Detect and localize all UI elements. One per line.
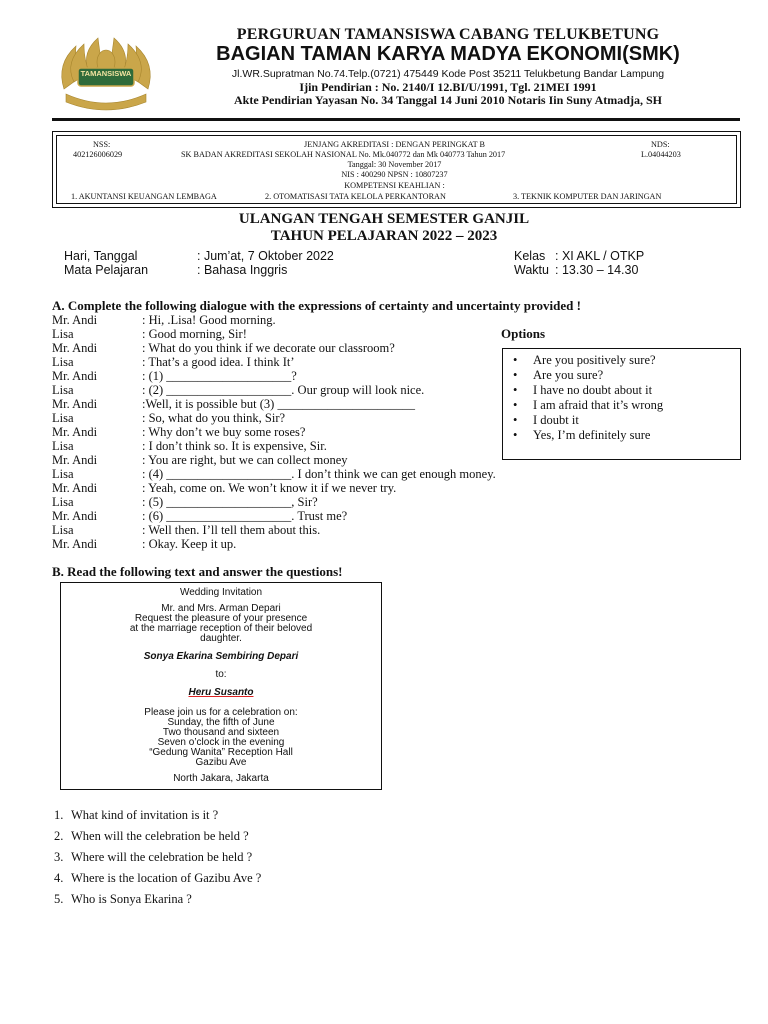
- dialogue-speaker: Mr. Andi: [52, 397, 98, 411]
- question-number: 5.: [54, 892, 64, 906]
- question-number: 2.: [54, 829, 64, 843]
- invitation-line: Request the pleasure of your presence: [134, 613, 308, 624]
- dialogue-text: : (6) ____________________. Trust me?: [142, 509, 348, 523]
- exam-year: TAHUN PELAJARAN 2022 – 2023: [270, 228, 498, 244]
- dialogue-speaker: Mr. Andi: [52, 369, 98, 383]
- option-item: • I am afraid that it’s wrong: [533, 398, 663, 413]
- logo-text: TAMANSISWA: [80, 69, 132, 78]
- dialogue-speaker: Lisa: [52, 411, 74, 425]
- question-text: When will the celebration be held ?: [71, 829, 249, 843]
- dialogue-text: : (1) ____________________?: [142, 369, 297, 383]
- question-item: [54, 871, 261, 886]
- invitation-street: Gazibu Ave: [195, 757, 247, 768]
- school-foundation-name: PERGURUAN TAMANSISWA CABANG TELUKBETUNG: [236, 26, 660, 43]
- nss-value: 402126006029: [73, 150, 123, 159]
- invitation-year: Two thousand and sixteen: [162, 727, 280, 738]
- day-date-value: : Jum’at, 7 Oktober 2022: [197, 249, 334, 263]
- invitation-to: to:: [215, 669, 227, 680]
- nds-label: NDS:: [651, 140, 670, 149]
- nis-npsn: NIS : 400290 NPSN : 10807237: [341, 170, 448, 179]
- dialogue-speaker: Mr. Andi: [52, 481, 98, 495]
- header-divider: [52, 118, 740, 121]
- invitation-line: daughter.: [200, 633, 242, 644]
- dialogue-speaker: Lisa: [52, 383, 74, 397]
- dialogue-text: : Well then. I’ll tell them about this.: [142, 523, 321, 537]
- invitation-venue: “Gedung Wanita” Reception Hall: [149, 747, 293, 758]
- dialogue-speaker: Mr. Andi: [52, 509, 98, 523]
- question-item: [54, 808, 218, 823]
- dialogue-text: : Good morning, Sir!: [142, 327, 247, 341]
- invitation-date: Sunday, the fifth of June: [167, 717, 275, 728]
- dialogue-text: : I don’t think so. It is expensive, Sir.: [142, 439, 327, 453]
- competency-3: 3. TEKNIK KOMPUTER DAN JARINGAN: [513, 192, 662, 201]
- option-item: • Are you positively sure?: [533, 353, 656, 368]
- section-a-heading: A. Complete the following dialogue with the expressions of certainty and uncertainty provided !: [52, 298, 581, 313]
- dialogue-text: : (5) ____________________, Sir?: [142, 495, 318, 509]
- class-label: Kelas: [514, 249, 546, 263]
- dialogue-speaker: Lisa: [52, 355, 74, 369]
- option-item: • Yes, I’m definitely sure: [533, 428, 650, 443]
- class-value: : XI AKL / OTKP: [555, 249, 645, 263]
- option-item: • Are you sure?: [533, 368, 603, 383]
- nds-value: L.04044203: [641, 150, 681, 159]
- dialogue-speaker: Mr. Andi: [52, 425, 98, 439]
- dialogue-speaker: Mr. Andi: [52, 313, 98, 327]
- dialogue-speaker: Lisa: [52, 439, 74, 453]
- competency-1: 1. AKUNTANSI KEUANGAN LEMBAGA: [71, 192, 217, 201]
- invitation-groom: Heru Susanto: [188, 687, 254, 698]
- question-text: Where is the location of Gazibu Ave ?: [71, 871, 262, 885]
- time-label: Waktu: [514, 263, 549, 277]
- exam-title: ULANGAN TENGAH SEMESTER GANJIL: [238, 211, 530, 227]
- options-box: [502, 348, 741, 460]
- dialogue-text: : Why don’t we buy some roses?: [142, 425, 306, 439]
- dialogue-speaker: Lisa: [52, 523, 74, 537]
- question-text: Where will the celebration be held ?: [71, 850, 253, 864]
- dialogue-text: : So, what do you think, Sir?: [142, 411, 286, 425]
- competency-label: KOMPETENSI KEAHLIAN :: [344, 181, 445, 190]
- competency-2: 2. OTOMATISASI TATA KELOLA PERKANTORAN: [265, 192, 446, 201]
- accreditation-box: [52, 131, 741, 208]
- question-text: Who is Sonya Ekarina ?: [71, 892, 192, 906]
- dialogue-text: : That’s a good idea. I think It’: [142, 355, 295, 369]
- question-number: 1.: [54, 808, 64, 822]
- invitation-title: Wedding Invitation: [179, 587, 263, 598]
- time-value: : 13.30 – 14.30: [555, 263, 639, 277]
- nss-label: NSS:: [93, 140, 111, 149]
- invitation-time: Seven o’clock in the evening: [157, 737, 285, 748]
- subject-value: : Bahasa Inggris: [197, 263, 288, 277]
- dialogue-text: : (2) ____________________. Our group will look nice.: [142, 383, 425, 397]
- options-title: Options: [501, 326, 546, 341]
- invitation-city: North Jakara, Jakarta: [173, 773, 269, 784]
- school-address: Jl.WR.Supratman No.74.Telp.(0721) 475449 Kode Post 35211 Telukbetung Bandar Lampung: [231, 68, 665, 80]
- dialogue-text: : Hi, .Lisa! Good morning.: [142, 313, 276, 327]
- dialogue-text: :Well, it is possible but (3) ______________________: [142, 397, 415, 411]
- day-date-label: Hari, Tanggal: [64, 249, 138, 263]
- dialogue-text: : (4) ____________________. I don’t think we can get enough money.: [142, 467, 496, 481]
- option-item: • I doubt it: [533, 413, 579, 428]
- invitation-host: Mr. and Mrs. Arman Depari: [161, 603, 281, 614]
- dialogue-speaker: Mr. Andi: [52, 537, 98, 551]
- accreditation-level: JENJANG AKREDITASI : DENGAN PERINGKAT B: [304, 140, 485, 149]
- question-item: [54, 829, 249, 844]
- dialogue-speaker: Lisa: [52, 467, 74, 481]
- dialogue-speaker: Lisa: [52, 327, 74, 341]
- school-deed: Akte Pendirian Yayasan No. 34 Tanggal 14 Juni 2010 Notaris Iin Suny Atmadja, SH: [234, 93, 662, 107]
- question-item: [54, 892, 192, 907]
- accreditation-sk: SK BADAN AKREDITASI SEKOLAH NASIONAL No. Mk.040772 dan Mk 040773 Tahun 2017: [181, 150, 506, 159]
- dialogue-text: : Okay. Keep it up.: [142, 537, 237, 551]
- school-permit: Ijin Pendirian : No. 2140/I 12.BI/U/1991, Tgl. 21MEI 1991: [299, 80, 597, 94]
- dialogue-text: : You are right, but we can collect money: [142, 453, 348, 467]
- option-item: • I have no doubt about it: [533, 383, 652, 398]
- dialogue-speaker: Lisa: [52, 495, 74, 509]
- question-text: What kind of invitation is it ?: [71, 808, 219, 822]
- invitation-line: Please join us for a celebration on:: [144, 707, 298, 718]
- section-b-heading: B. Read the following text and answer the questions!: [52, 564, 343, 579]
- question-number: 4.: [54, 871, 64, 885]
- dialogue-text: : Yeah, come on. We won’t know it if we never try.: [142, 481, 397, 495]
- dialogue-text: : What do you think if we decorate our classroom?: [142, 341, 395, 355]
- accreditation-date: Tanggal: 30 November 2017: [347, 160, 442, 169]
- dialogue-speaker: Mr. Andi: [52, 453, 98, 467]
- invitation-bride: Sonya Ekarina Sembiring Depari: [143, 651, 299, 662]
- subject-label: Mata Pelajaran: [64, 263, 149, 277]
- invitation-line: at the marriage reception of their beloved: [129, 623, 313, 634]
- question-item: [54, 850, 252, 865]
- question-number: 3.: [54, 850, 64, 864]
- wedding-invitation-card: [60, 582, 382, 790]
- dialogue-speaker: Mr. Andi: [52, 341, 98, 355]
- school-name: BAGIAN TAMAN KARYA MADYA EKONOMI(SMK): [216, 43, 680, 65]
